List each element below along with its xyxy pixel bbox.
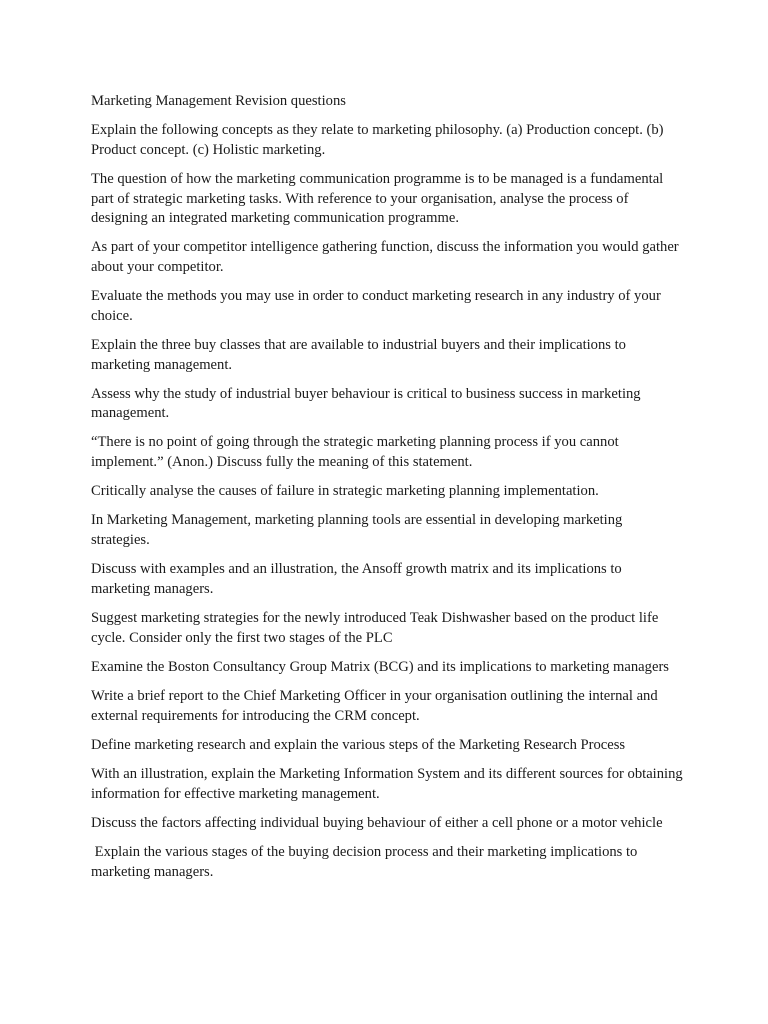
question-paragraph: Assess why the study of industrial buyer behaviour is critical to business success in marketing management. <box>91 385 645 422</box>
question-paragraph: As part of your competitor intelligence gathering function, discuss the information you would gather about your competitor. <box>91 239 683 275</box>
document-title: Marketing Management Revision questions <box>91 93 346 109</box>
question-paragraph: Critically analyse the causes of failure in strategic marketing planning implementation. <box>91 483 599 500</box>
question-paragraph: Explain the following concepts as they relate to marketing philosophy. (a) Production concept. (b) Product concept. (c) Holistic marketing. <box>91 122 668 158</box>
question-paragraph: “There is no point of going through the strategic marketing planning process if you cannot implement.” (Anon.) Discuss fully the meaning of this statement. <box>91 434 623 471</box>
document-body <box>91 92 687 892</box>
question-paragraph: The question of how the marketing communication programme is to be managed is a fundamental part of strategic marketing tasks. With reference to your organisation, analyse the process of designing an integrated marketing communication programme. <box>91 170 667 227</box>
question-paragraph: Evaluate the methods you may use in order to conduct marketing research in any industry of your choice. <box>91 288 665 324</box>
question-paragraph: Write a brief report to the Chief Marketing Officer in your organisation outlining the internal and external requirements for introducing the CRM concept. <box>91 687 662 724</box>
question-paragraph: In Marketing Management, marketing planning tools are essential in developing marketing strategies. <box>91 512 626 549</box>
question-paragraph: Define marketing research and explain the various steps of the Marketing Research Process <box>91 736 626 753</box>
question-paragraph: Explain the various stages of the buying decision process and their marketing implications to marketing managers. <box>91 843 641 880</box>
question-paragraph: Suggest marketing strategies for the newly introduced Teak Dishwasher based on the product life cycle. Consider only the first two stages of the PLC <box>91 610 662 646</box>
question-paragraph: Explain the three buy classes that are available to industrial buyers and their implications to marketing management. <box>91 336 630 373</box>
question-paragraph: Examine the Boston Consultancy Group Matrix (BCG) and its implications to marketing managers <box>91 658 669 675</box>
question-paragraph: Discuss with examples and an illustration, the Ansoff growth matrix and its implications to marketing managers. <box>91 561 626 597</box>
question-paragraph: Discuss the factors affecting individual buying behaviour of either a cell phone or a motor vehicle <box>91 814 663 831</box>
question-paragraph: With an illustration, explain the Marketing Information System and its different sources for obtaining information for effective marketing management. <box>91 765 687 802</box>
